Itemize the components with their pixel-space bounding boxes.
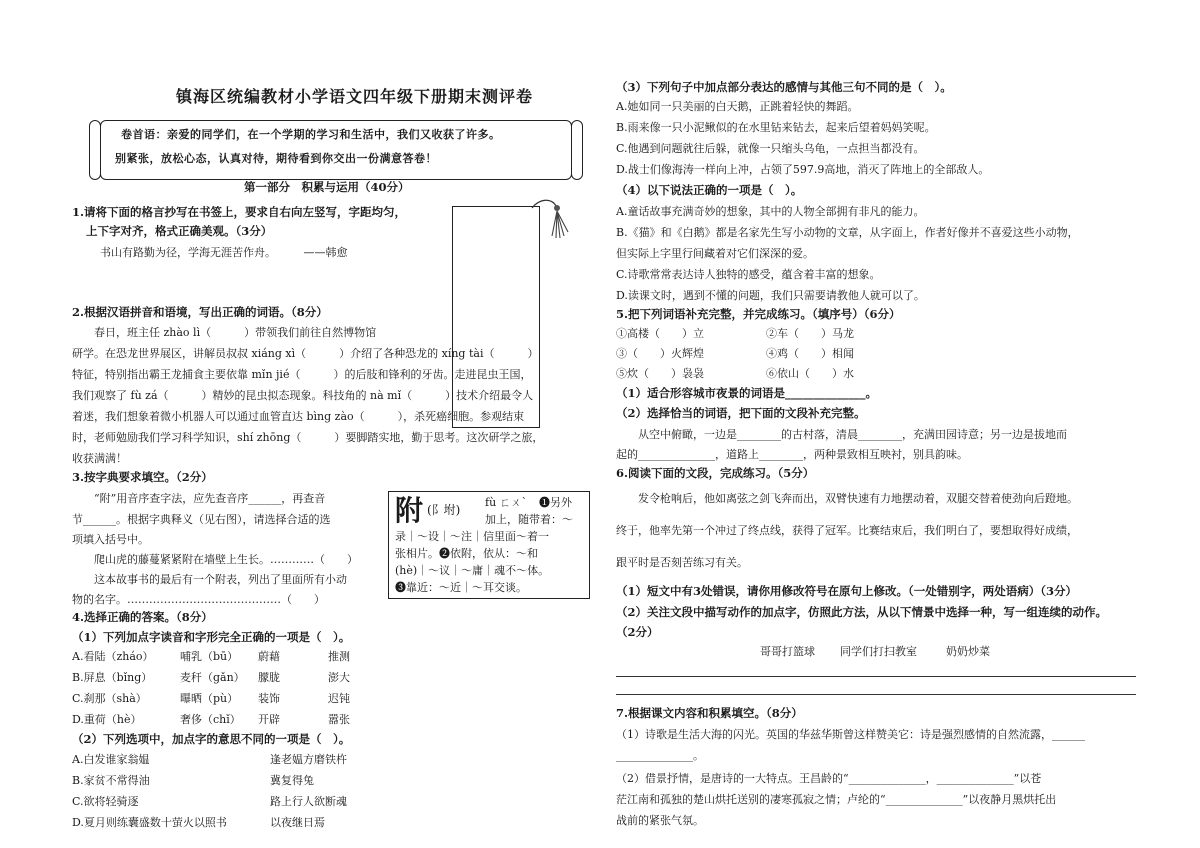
q6-option-1[interactable]: 哥哥打篮球 bbox=[760, 645, 815, 658]
q5-item-5[interactable]: ⑤炊（ ）袅袅 bbox=[616, 367, 704, 380]
dict-line-3: 录｜～设｜～注｜信里面～着一 bbox=[395, 530, 549, 543]
q3-line-4: 爬山虎的藤蔓紧紧附在墙壁上生长。…………（ ） bbox=[72, 553, 358, 566]
q4-s1-opt-d[interactable]: D.重荷（hè） bbox=[72, 713, 142, 726]
q4-s4-opt-c[interactable]: C.诗歌常常表达诗人独特的感受，蕴含着丰富的想象。 bbox=[616, 268, 881, 281]
dict-radical: (阝坿) bbox=[427, 503, 461, 517]
q4-s2-opt-c[interactable]: C.欲将轻骑逐 bbox=[72, 795, 139, 808]
dict-line-1: ❶另外 bbox=[539, 496, 572, 509]
dict-line-5: (hè)｜～议｜～庸｜魂不～体。 bbox=[395, 564, 550, 577]
q6-option-3[interactable]: 奶奶炒菜 bbox=[946, 645, 990, 658]
q6-sub2-points: （2分） bbox=[616, 625, 659, 639]
q5-para-2: 起的______________，道路上________，两种景致相互映衬，别具韵味。 bbox=[616, 448, 968, 461]
q6-p1: 发令枪响后，他如离弦之剑飞奔而出，双臂快速有力地摆动着，双腿交替着使劲向后蹬地。 bbox=[616, 492, 1078, 505]
q3-title: 3.按字典要求填空。（2分） bbox=[72, 470, 213, 484]
q3-line-6: 物的名字。……………………………………（ ） bbox=[72, 593, 325, 606]
q4-sub1-title: （1）下列加点字读音和字形完全正确的一项是（ ）。 bbox=[72, 630, 351, 644]
q4-s4-opt-d[interactable]: D.读课文时，遇到不懂的问题，我们只需要请教他人就可以了。 bbox=[616, 289, 925, 302]
q4-s1-opt-d-w4: 嚣张 bbox=[328, 713, 350, 726]
q6-sub2: （2）关注文段中描写动作的加点字，仿照此方法，从以下情景中选择一种，写一组连续的动作。 bbox=[616, 605, 1107, 619]
q4-s1-opt-a-w2: 哺乳（bū） bbox=[180, 650, 239, 663]
q2-line-7: 收获满满！ bbox=[72, 452, 127, 465]
q5-item-6[interactable]: ⑥依山（ ）水 bbox=[766, 367, 854, 380]
q7-title: 7.根据课文内容和积累填空。（8分） bbox=[616, 706, 803, 720]
q5-item-4[interactable]: ④鸡（ ）相闻 bbox=[766, 347, 854, 360]
intro-line-2: 别紧张，放松心态，认真对待，期待看到你交出一份满意答卷！ bbox=[115, 152, 437, 165]
q2-line-4: 我们观察了 fù zá（ ）精妙的昆虫拟态现象。科技角的 nà mǐ（ ）技术介绍最令人 bbox=[72, 389, 534, 402]
q4-s2-opt-a[interactable]: A.白发谁家翁媪 bbox=[72, 753, 150, 766]
q4-s2-opt-b[interactable]: B.家贫不常得油 bbox=[72, 774, 150, 787]
q1-quote: 书山有路勤为径，学海无涯苦作舟。 ——韩愈 bbox=[100, 246, 348, 259]
q5-sub2: （2）选择恰当的词语，把下面的文段补充完整。 bbox=[616, 406, 866, 420]
q1-title-2: 上下字对齐，格式正确美观。（3分） bbox=[86, 224, 273, 238]
q6-option-2[interactable]: 同学们打扫教室 bbox=[840, 645, 917, 658]
q3-line-2: 节______。根据字典释义（见右图），请选择合适的选 bbox=[72, 513, 331, 526]
q4-s3-opt-d[interactable]: D.战士们像海涛一样向上冲，占领了597.9高地，消灭了阵地上的全部敌人。 bbox=[616, 163, 990, 176]
q4-s3-opt-c[interactable]: C.他遇到问题就往后躲，就像一只缩头乌龟，一点担当都没有。 bbox=[616, 142, 925, 155]
q4-sub4-title: （4）以下说法正确的一项是（ ）。 bbox=[616, 183, 803, 197]
q5-item-2[interactable]: ②车（ ）马龙 bbox=[766, 327, 854, 340]
q2-line-5: 着迷，我们想象着微小机器人可以通过血管直达 bìng zào（ ），杀死癌细胞。参观结束 bbox=[72, 410, 525, 423]
q5-item-1[interactable]: ①高楼（ ）立 bbox=[616, 327, 704, 340]
q3-line-1: “附”用音序查字法，应先查音序______，再查音 bbox=[72, 492, 326, 505]
q4-s1-opt-b-w2: 麦秆（gǎn） bbox=[180, 671, 245, 684]
q2-title: 2.根据汉语拼音和语境，写出正确的词语。（8分） bbox=[72, 305, 328, 319]
q4-s1-opt-c-w3: 装饰 bbox=[258, 692, 280, 705]
dict-line-4: 张相片。❷依附，依从：～和 bbox=[395, 547, 538, 560]
q4-sub2-title: （2）下列选项中，加点字的意思不同的一项是（ ）。 bbox=[72, 732, 351, 746]
answer-line-2[interactable] bbox=[616, 694, 1136, 695]
q4-sub3-title: （3）下列句子中加点部分表达的感情与其他三句不同的是（ ）。 bbox=[616, 80, 952, 94]
q2-line-1: 春日，班主任 zhào lì（ ）带领我们前往自然博物馆 bbox=[72, 326, 377, 339]
q4-s1-opt-b[interactable]: B.屏息（bǐng） bbox=[72, 671, 153, 684]
q4-s3-opt-b[interactable]: B.雨来像一只小泥鳅似的在水里钻来钻去，起来后望着妈妈笑呢。 bbox=[616, 121, 936, 134]
q4-s2-opt-d[interactable]: D.夏月则练囊盛数十萤火以照书 bbox=[72, 816, 227, 829]
q4-s2-opt-b-b: 冀复得兔 bbox=[270, 774, 314, 787]
q5-item-3[interactable]: ③（ ）火辉煌 bbox=[616, 347, 704, 360]
q4-s1-opt-c-w2: 曝晒（pù） bbox=[180, 692, 239, 705]
q4-s1-opt-a-w3: 蔚藉 bbox=[258, 650, 280, 663]
q3-line-5: 这本故事书的最后有一个附表，列出了里面所有小动 bbox=[72, 573, 347, 586]
q4-s1-opt-a-w4: 推测 bbox=[328, 650, 350, 663]
q4-s1-opt-d-w3: 开辟 bbox=[258, 713, 280, 726]
q4-s2-opt-c-b: 路上行人欲断魂 bbox=[270, 795, 347, 808]
q6-title: 6.阅读下面的文段，完成练习。（5分） bbox=[616, 466, 815, 480]
intro-scroll bbox=[100, 120, 572, 180]
q4-s1-opt-b-w4: 澎大 bbox=[328, 671, 350, 684]
q4-s2-opt-a-b: 逢老媪方磨铁杵 bbox=[270, 753, 347, 766]
q4-s4-opt-a[interactable]: A.童话故事充满奇妙的想象，其中的人物全部拥有非凡的能力。 bbox=[616, 205, 925, 218]
q4-s3-opt-a[interactable]: A.她如同一只美丽的白天鹅，正跳着轻快的舞蹈。 bbox=[616, 100, 859, 113]
answer-line-1[interactable] bbox=[616, 676, 1136, 677]
q6-p3: 跟平时是否刻苦练习有关。 bbox=[616, 556, 748, 569]
q7-line-4: 茫江南和孤独的楚山烘托送别的凄寒孤寂之情；卢纶的“______________”以夜静月黑烘托出 bbox=[616, 793, 1057, 806]
q4-s1-opt-c[interactable]: C.刹那（shà） bbox=[72, 692, 147, 705]
q4-s2-opt-d-b: 以夜继日焉 bbox=[270, 816, 325, 829]
q4-s4-opt-b[interactable]: B.《猫》和《白鹅》都是名家先生写小动物的文章，从字面上，作者好像并不喜爱这些小动物， bbox=[616, 226, 1079, 239]
part1-title: 第一部分 积累与运用（40分） bbox=[244, 180, 410, 194]
intro-line-1: 卷首语：亲爱的同学们，在一个学期的学习和生活中，我们又收获了许多。 bbox=[121, 128, 501, 141]
dict-char: 附 bbox=[395, 494, 424, 527]
q1-title: 1.请将下面的格言抄写在书签上，要求自右向左竖写，字距均匀， bbox=[72, 205, 407, 219]
dict-line-6: ❸靠近：～近｜～耳交谈。 bbox=[395, 581, 527, 594]
q7-line-5: 战前的紧张气氛。 bbox=[616, 814, 704, 827]
q4-title: 4.选择正确的答案。（8分） bbox=[72, 610, 213, 624]
q2-line-3: 特征，特别指出霸王龙捕食主要依靠 mǐn jié（ ）的后肢和锋利的牙齿。走进昆虫王国， bbox=[72, 368, 532, 381]
q4-s1-opt-b-w3: 朦胧 bbox=[258, 671, 280, 684]
q4-s1-opt-c-w4: 迟钝 bbox=[328, 692, 350, 705]
q5-title: 5.把下列词语补充完整，并完成练习。（填序号）（6分） bbox=[616, 307, 901, 321]
q4-s1-opt-d-w2: 奢侈（chǐ） bbox=[180, 713, 241, 726]
q4-s1-opt-a[interactable]: A.看陆（zháo） bbox=[72, 650, 154, 663]
q2-line-6: 时，老师勉励我们学习科学知识，shí zhōng（ ）要脚踏实地，勤于思考。这次研学之旅， bbox=[72, 431, 544, 444]
q6-sub1: （1）短文中有3处错误，请你用修改符号在原句上修改。（一处错别字，两处语病）（3分） bbox=[616, 584, 1078, 598]
q6-p2: 终于，他率先第一个冲过了终点线，获得了冠军。比赛结束后，我们明白了，要想取得好成绩， bbox=[616, 524, 1078, 537]
q4-s4-opt-b-cont: 但实际上字里行间藏着对它们深深的爱。 bbox=[616, 247, 814, 260]
dictionary-entry-box bbox=[388, 491, 590, 599]
q5-sub1: （1）适合形容城市夜景的词语是______________。 bbox=[616, 386, 877, 400]
q7-line-3: （2）借景抒情，是唐诗的一大特点。王昌龄的“______________，______________”以苍 bbox=[616, 772, 1042, 785]
page-title: 镇海区统编教材小学语文四年级下册期末测评卷 bbox=[176, 87, 534, 106]
q5-para-1: 从空中俯瞰，一边是________的古村落，清晨________，充满田园诗意；另一边是拔地而 bbox=[616, 428, 1067, 441]
q7-line-1: （1）诗歌是生活大海的闪光。英国的华兹华斯曾这样赞美它：诗是强烈感情的自然流露，______ bbox=[616, 728, 1085, 741]
tassel-icon bbox=[530, 194, 574, 244]
q3-line-3: 项填入括号中。 bbox=[72, 533, 149, 546]
dict-pinyin: fù ㄈㄨˋ bbox=[485, 496, 528, 509]
dict-line-2: 加上，随带着：～ bbox=[485, 513, 573, 526]
q7-line-2: ______________。 bbox=[616, 749, 704, 762]
q2-line-2: 研学。在恐龙世界展区，讲解员叔叔 xiáng xì（ ）介绍了各种恐龙的 xíng tài（ ） bbox=[72, 347, 539, 360]
